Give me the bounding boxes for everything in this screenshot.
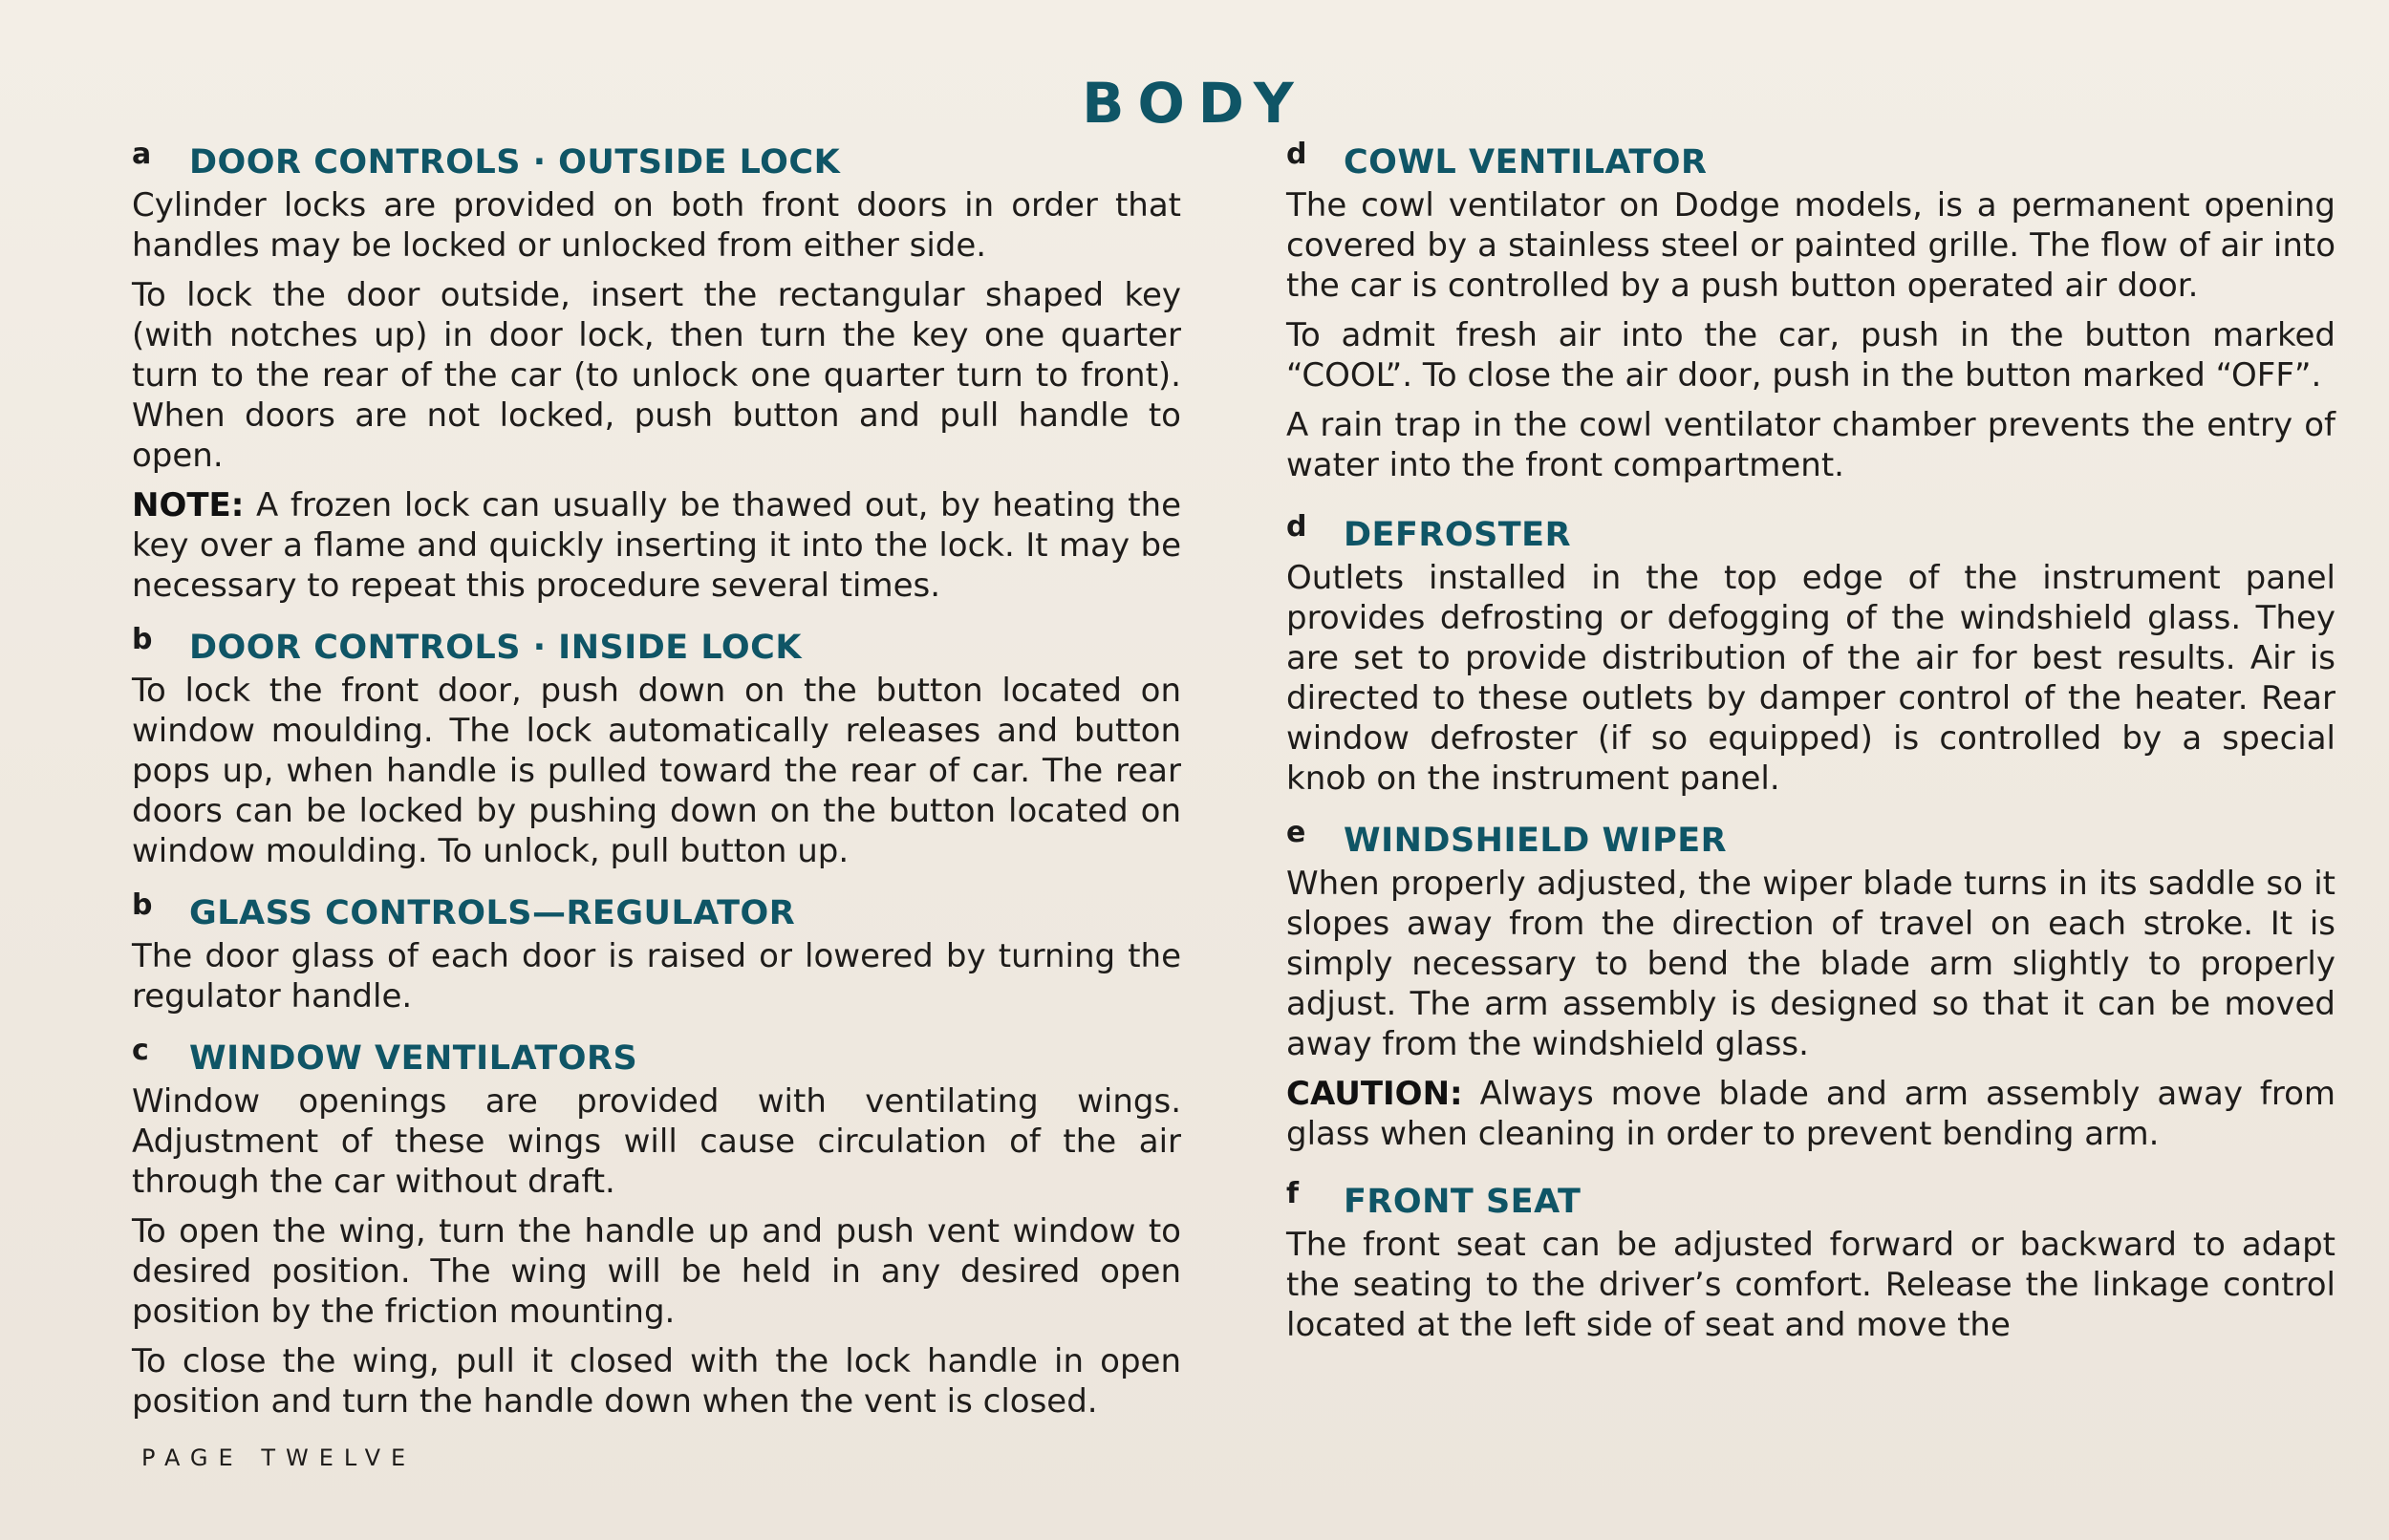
section-heading — [132, 1034, 1181, 1083]
section-letter: e — [1286, 816, 1306, 849]
section-heading — [132, 138, 1181, 187]
note-label: NOTE: — [132, 486, 245, 524]
section-cowl-ventilator — [1286, 138, 2335, 485]
note-text: A frozen lock can usually be thawed out, by heating the key over a flame and quickly inserting it into the lock. It may be necessary to repeat this procedure several times. — [132, 486, 1181, 605]
section-defroster — [1286, 510, 2335, 799]
section-heading — [132, 623, 1181, 673]
paragraph: Outlets installed in the top edge of the instrument panel provides defrosting or defogging of the windshield glass. They are set to provide distribution of the air for best results. Air is directed to these outlets by damper control of the heater. Rear window defroster (if so equipped) is controlled by a special knob on the instrument panel. — [1286, 559, 2335, 798]
paragraph: The door glass of each door is raised or lowered by turning the regulator handle. — [132, 937, 1181, 1016]
section-heading — [1286, 816, 2335, 866]
left-column — [132, 138, 1181, 1431]
paragraph: When properly adjusted, the wiper blade turns in its saddle so it slopes away from the direction of travel on each stroke. It is simply necessary to bend the blade arm slightly to properly adjust. The arm assembly is designed so that it can be moved away from the windshield glass. — [1286, 865, 2335, 1063]
section-title: FRONT SEAT — [1344, 1183, 1582, 1221]
note-paragraph — [132, 485, 1181, 606]
section-windshield-wiper — [1286, 816, 2335, 1154]
section-window-ventilators — [132, 1034, 1181, 1422]
section-title: WINDSHIELD WIPER — [1344, 822, 1728, 860]
section-title: DOOR CONTROLS · INSIDE LOCK — [189, 629, 802, 667]
caution-label: CAUTION: — [1286, 1075, 1463, 1113]
section-letter: d — [1286, 510, 1307, 544]
paragraph: A rain trap in the cowl ventilator chamber prevents the entry of water into the front compartment. — [1286, 406, 2335, 484]
section-heading — [132, 888, 1181, 938]
section-glass-regulator — [132, 888, 1181, 1016]
paragraph: The cowl ventilator on Dodge models, is a permanent opening covered by a stainless steel or painted grille. The flow of air into the car is controlled by a push button operated air door. — [1286, 186, 2335, 305]
right-column — [1286, 138, 2335, 1355]
paragraph: To lock the front door, push down on the button located on window moulding. The lock automatically releases and button pops up, when handle is pulled toward the rear of car. The rear doors can be locked by pushing down on the button located on window moulding. To unlock, pull button up. — [132, 672, 1181, 870]
section-title: DOOR CONTROLS · OUTSIDE LOCK — [189, 143, 841, 182]
paragraph: To lock the door outside, insert the rectangular shaped key (with notches up) in door lock, then turn the key one quarter turn to the rear of the car (to unlock one quarter turn to front). When doors are not locked, push button and pull handle to open. — [132, 276, 1181, 475]
section-heading — [1286, 510, 2335, 560]
paragraph: To admit fresh air into the car, push in the button marked “COOL”. To close the air door, push in the button marked “OFF”. — [1286, 316, 2335, 395]
paragraph: To open the wing, turn the handle up and push vent window to desired position. The wing will be held in any desired open position by the friction mounting. — [132, 1212, 1181, 1331]
paragraph: Window openings are provided with ventilating wings. Adjustment of these wings will cause circulation of the air through the car without draft. — [132, 1082, 1181, 1201]
page-title: BODY — [1082, 71, 1307, 136]
paragraph: Cylinder locks are provided on both front doors in order that handles may be locked or unlocked from either side. — [132, 186, 1181, 265]
section-letter: b — [132, 623, 153, 656]
section-front-seat — [1286, 1177, 2335, 1345]
caution-text: Always move blade and arm assembly away from glass when cleaning in order to prevent bending arm. — [1286, 1075, 2335, 1153]
section-letter: c — [132, 1034, 149, 1067]
section-heading — [1286, 138, 2335, 187]
section-outside-lock — [132, 138, 1181, 606]
section-title: GLASS CONTROLS—REGULATOR — [189, 894, 796, 932]
paragraph: The front seat can be adjusted forward or backward to adapt the seating to the driver’s comfort. Release the linkage control located at the left side of seat and move the — [1286, 1226, 2335, 1344]
section-title: COWL VENTILATOR — [1344, 143, 1708, 182]
paragraph: To close the wing, pull it closed with the lock handle in open position and turn the handle down when the vent is closed. — [132, 1342, 1181, 1421]
section-letter: a — [132, 138, 152, 171]
section-heading — [1286, 1177, 2335, 1227]
section-inside-lock — [132, 623, 1181, 871]
section-letter: f — [1286, 1177, 1300, 1210]
section-title: WINDOW VENTILATORS — [189, 1039, 638, 1078]
section-letter: b — [132, 888, 153, 922]
section-title: DEFROSTER — [1344, 516, 1572, 554]
caution-paragraph — [1286, 1074, 2335, 1154]
section-letter: d — [1286, 138, 1307, 171]
page-footer: PAGE TWELVE — [141, 1444, 417, 1471]
